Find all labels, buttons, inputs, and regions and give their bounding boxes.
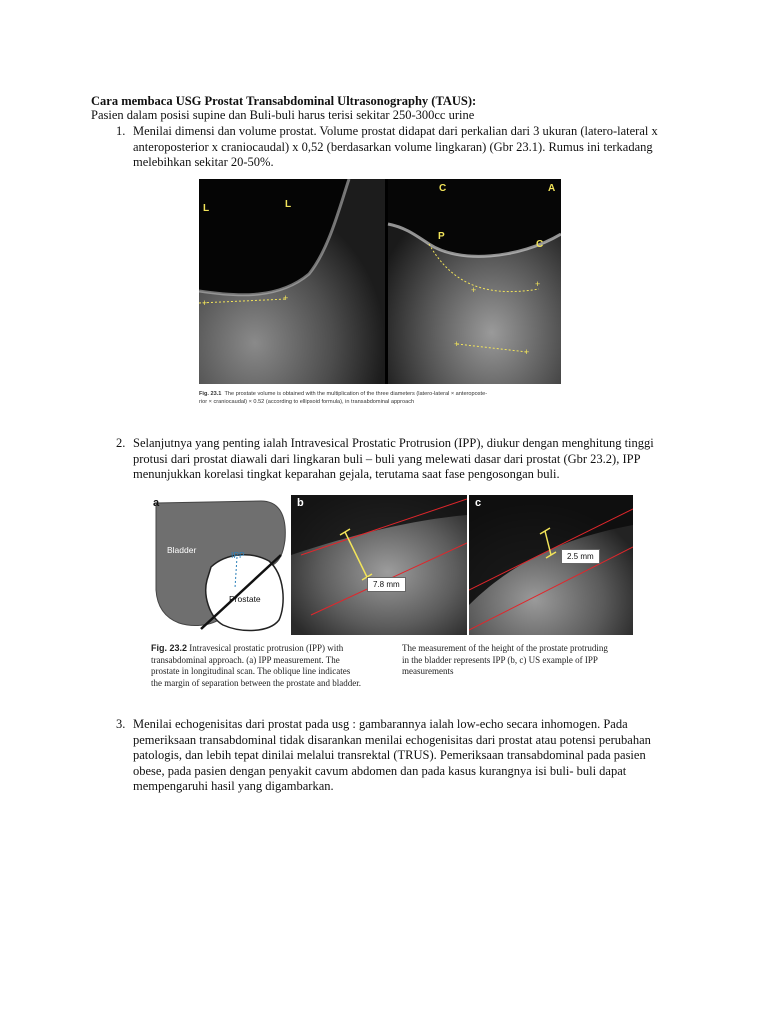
measurement-label: 2.5 mm	[561, 549, 600, 564]
caption-text: prostate in longitudinal scan. The oblique line indicates	[151, 666, 351, 676]
label-c: C	[439, 183, 447, 194]
caption-label: Fig. 23.2	[151, 643, 188, 653]
panel-label-a: a	[153, 497, 160, 509]
caption-text: transabdominal approach. (a) IPP measurement. The	[151, 654, 340, 665]
svg-text:+: +	[524, 347, 530, 357]
ultrasound-image	[469, 495, 633, 635]
list-number: 1.	[116, 124, 126, 138]
bladder-label: Bladder	[167, 545, 197, 555]
svg-text:+: +	[471, 285, 477, 295]
list-number: 3.	[116, 717, 126, 731]
caption-text: Intravesical prostatic protrusion (IPP) with	[187, 643, 344, 653]
list-number: 2.	[116, 436, 126, 450]
text-line: menunjukkan korelasi tingkat keparahan gejala, terutama saat fase pengosongan buli.	[133, 467, 560, 481]
figure-23-1-caption	[199, 391, 561, 406]
measurement-label: 7.8 mm	[367, 577, 406, 592]
panel-label-c: c	[475, 497, 482, 509]
panel-a-diagram	[151, 495, 289, 635]
figure-23-2-caption-left	[151, 643, 393, 689]
intro-text: Pasien dalam posisi supine dan Buli-buli harus terisi sekitar 250-300cc urine	[91, 108, 475, 122]
panel-b-ultrasound	[291, 495, 467, 635]
ipp-label: IPP	[231, 550, 245, 560]
text-line: mempengaruhi hasil yang digambarkan.	[133, 779, 334, 793]
ultrasound-image	[199, 179, 561, 384]
text-line: anteroposterior x craniocaudal) x 0,52 (berdasarkan volume lingkaran) (Gbr 23.1). Rumus ini terkadang	[133, 139, 653, 154]
text-line: pemeriksaan transabdominal tidak disarankan menilai echogenisitas dari prostat atau potensi perubahan	[133, 732, 651, 747]
svg-text:+: +	[535, 279, 541, 289]
figure-23-1-ultrasound	[199, 179, 561, 384]
caption-text: The prostate volume is obtained with the multiplication of the three diameters (latero-lateral × anteroposte-	[224, 391, 488, 397]
text-line: Menilai dimensi dan volume prostat. Volume prostat didapat dari perkalian dari 3 ukuran (latero-lateral x	[133, 124, 658, 138]
label-c: C	[536, 239, 544, 250]
text-line: melebihkan sekitar 20-50%.	[133, 155, 274, 169]
caption-text: in the bladder represents IPP (b, c) US example of IPP	[402, 654, 598, 665]
caption-text: The measurement of the height of the prostate protruding	[402, 643, 608, 653]
list-text	[133, 124, 693, 171]
svg-text:+: +	[454, 339, 460, 349]
figure-23-2-caption-right	[402, 643, 642, 678]
caption-text: measurements	[402, 666, 454, 676]
label-l: L	[285, 199, 292, 210]
prostate-label: Prostate	[229, 594, 261, 604]
caption-label: Fig. 23.1	[199, 391, 222, 397]
label-p: P	[438, 231, 445, 242]
label-l: L	[203, 203, 210, 214]
text-line: Menilai echogenisitas dari prostat pada usg : gambarannya ialah low-echo secara inhomogen. Pada	[133, 717, 628, 731]
panel-c-ultrasound	[469, 495, 633, 635]
text-line: obese, pada pasien dengan penyakit cavum abdomen dan pada kasus kurangnya isi buli- buli dapat	[133, 763, 627, 778]
caption-text: the margin of separation between the prostate and bladder.	[151, 677, 362, 688]
ultrasound-image	[291, 495, 467, 635]
label-a: A	[548, 183, 556, 194]
text-line: Selanjutnya yang penting ialah Intravesical Prostatic Protrusion (IPP), diukur dengan menghitung tinggi	[133, 436, 654, 450]
list-text	[133, 717, 693, 795]
ipp-diagram	[151, 495, 289, 635]
list-text	[133, 436, 693, 483]
figure-23-2	[151, 495, 633, 635]
text-line: protusi dari prostat diawali dari lingkaran buli – buli yang melewati dasar dari prostat (Gbr 23.2), IPP	[133, 451, 641, 466]
caption-text: rior × craniocaudal) × 0.52 (according to ellipsoid formula), in transabdominal approach	[199, 398, 415, 405]
svg-text:+: +	[202, 298, 208, 308]
page-title: Cara membaca USG Prostat Transabdominal Ultrasonography (TAUS):	[91, 94, 477, 108]
panel-label-b: b	[297, 497, 304, 509]
svg-text:+: +	[283, 293, 289, 303]
text-line: patologis, dan lebih tepat dinilai melalui transrektal (TRUS). Pemeriksaan transabdominal pada pasien	[133, 748, 646, 762]
